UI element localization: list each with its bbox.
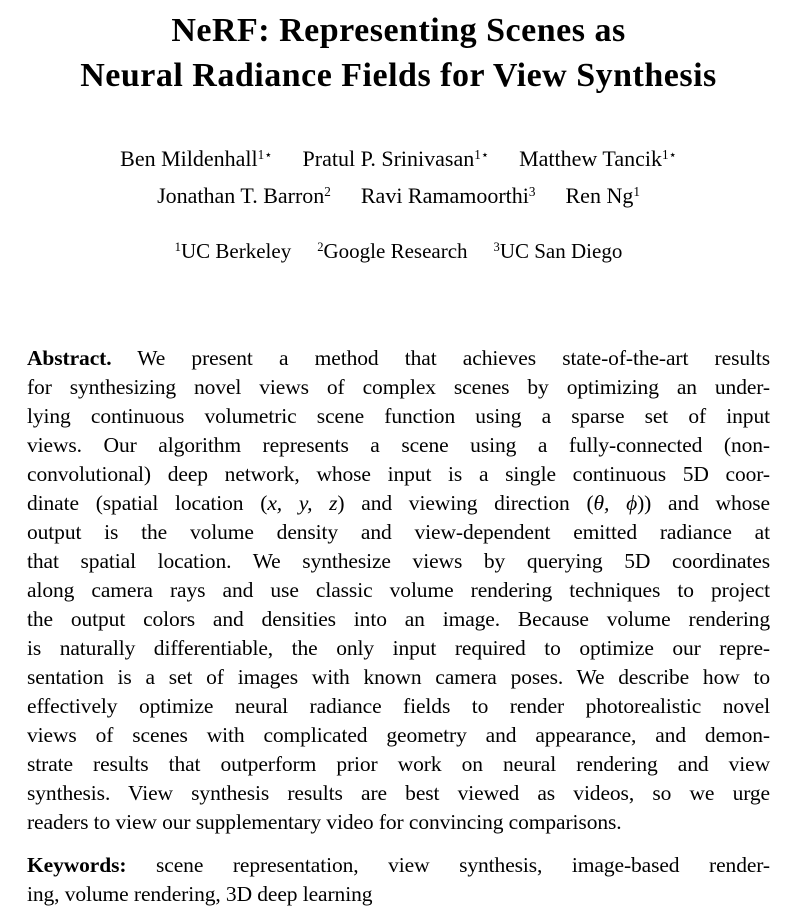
math-italic: θ, ϕ [593,491,638,515]
bold-label: Keywords: [27,853,127,877]
text-run: strate results that outperform prior work on neural rendering and view [27,752,770,776]
text-line [27,808,770,837]
paper-title-line-1: NeRF: Representing Scenes as [171,12,626,49]
author-name: Matthew Tancik$^{1⋆}$ [519,146,677,171]
text-run: readers to view our supplementary video for convincing comparisons. [27,810,622,834]
author-name: Ravi Ramamoorthi$^3$ [360,183,536,208]
paper-title-line-2: Neural Radiance Fields for View Synthesis [80,57,717,94]
text-line [27,547,770,576]
author-block [27,140,770,214]
author-affiliation-marker: 1⋆ [474,146,490,162]
text-run: synthesis. View synthesis results are best viewed as videos, so we urge [27,781,770,805]
text-run: )) and whose [637,491,770,515]
text-line [27,344,770,373]
affiliation-row [27,236,770,266]
affiliation: $^1$UC Berkeley [174,239,292,263]
author-affiliation-marker: 1 [633,183,640,199]
text-line [27,634,770,663]
text-run: We present a method that achieves state-of-the-art results [111,346,770,370]
author-row-2 [27,177,770,214]
author-affiliation-marker: 3 [528,183,536,199]
text-run: views. Our algorithm represents a scene using a fully-connected (non- [27,433,770,457]
author-affiliation-marker: 1⋆ [661,146,677,162]
text-run: ing, volume rendering, 3D deep learning [27,882,373,906]
author-name: Pratul P. Srinivasan$^{1⋆}$ [302,146,490,171]
affiliation-marker: 1 [174,240,181,255]
text-run: dinate (spatial location ( [27,491,268,515]
affiliation-marker: 3 [493,240,500,255]
text-line [27,779,770,808]
text-line [27,576,770,605]
text-line [27,750,770,779]
affiliation: $^2$Google Research [317,239,468,263]
affiliation: $^3$UC San Diego [493,239,623,263]
text-run: convolutional) deep network, whose input is a single continuous 5D coor- [27,462,770,486]
keywords-section [27,851,770,909]
bold-label: Abstract. [27,346,112,370]
text-line [27,489,770,518]
text-run: views of scenes with complicated geometry and appearance, and demon- [27,723,770,747]
math-italic: x, y, z [267,491,338,515]
author-affiliation-marker: 1⋆ [257,146,273,162]
text-run: lying continuous volumetric scene function using a sparse set of input [27,404,770,428]
author-row-1 [27,140,770,177]
text-run: along camera rays and use classic volume rendering techniques to project [27,578,770,602]
paper-title [27,8,770,98]
text-line [27,721,770,750]
text-line [27,692,770,721]
text-line [27,402,770,431]
author-name: Ren Ng$^1$ [565,183,640,208]
abstract-section [27,344,770,837]
text-run: ) and viewing direction ( [337,491,594,515]
text-run: that spatial location. We synthesize views by querying 5D coordinates [27,549,770,573]
text-line [27,880,770,909]
text-run: is naturally differentiable, the only input required to optimize our repre- [27,636,770,660]
author-affiliation-marker: 2 [324,183,331,199]
text-line [27,663,770,692]
text-line [27,605,770,634]
text-line [27,518,770,547]
text-line [27,460,770,489]
author-name: Jonathan T. Barron$^2$ [157,183,331,208]
text-line [27,431,770,460]
affiliation-marker: 2 [317,240,324,255]
text-line [27,851,770,880]
text-run: scene representation, view synthesis, image-based render- [126,853,770,877]
author-name: Ben Mildenhall$^{1⋆}$ [120,146,273,171]
text-run: for synthesizing novel views of complex scenes by optimizing an under- [27,375,770,399]
text-line [27,373,770,402]
text-run: the output colors and densities into an image. Because volume rendering [27,607,770,631]
text-run: effectively optimize neural radiance fields to render photorealistic novel [27,694,770,718]
text-run: sentation is a set of images with known camera poses. We describe how to [27,665,770,689]
text-run: output is the volume density and view-dependent emitted radiance at [27,520,770,544]
